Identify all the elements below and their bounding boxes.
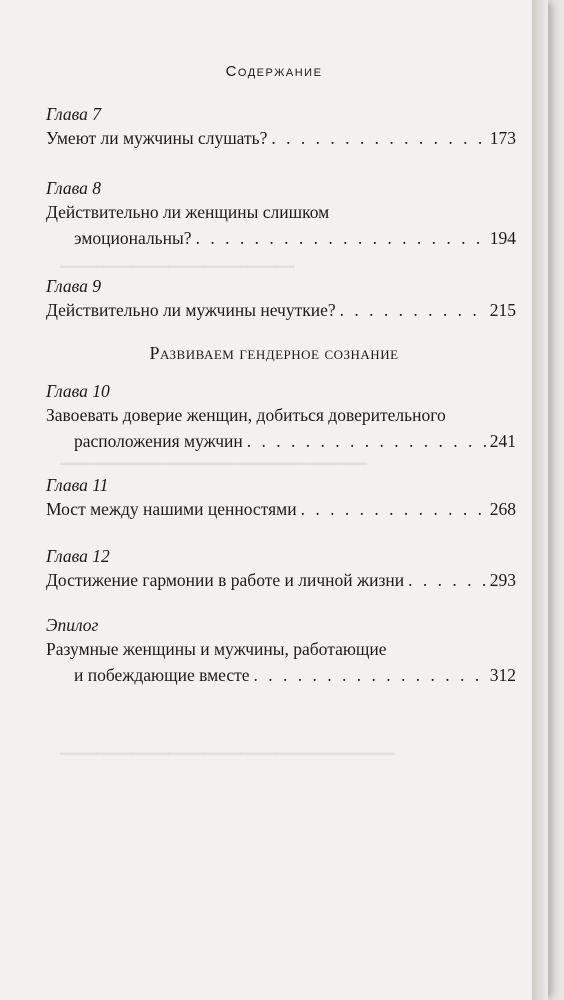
- toc-entry: [46, 380, 516, 454]
- page-number: 173: [489, 128, 516, 148]
- show-through: ━━━━━━━━━━━━━━━━━━━━━━━━━━━━━━━━━━━━━: [60, 747, 395, 763]
- chapter-label: Глава 12: [46, 546, 110, 566]
- page-number: 268: [489, 499, 516, 519]
- entry-title: Действительно ли женщины слишком: [46, 202, 330, 222]
- chapter-label: Глава 8: [46, 178, 101, 198]
- leader-dots: [254, 662, 486, 688]
- page-number: 241: [489, 431, 516, 451]
- show-through: ━━━━━━━━━━━━━━━━━━━━━━━━━━: [60, 260, 295, 276]
- chapter-label: Глава 10: [46, 381, 110, 401]
- section-title: Развиваем гендерное сознание: [149, 343, 399, 363]
- toc-line[interactable]: [46, 428, 516, 454]
- toc-line: [46, 199, 516, 225]
- toc-entry: [46, 545, 516, 593]
- entry-title: Разумные женщины и мужчины, работающие: [46, 639, 387, 659]
- entry-title: Завоевать доверие женщин, добиться доверительного: [46, 405, 446, 425]
- page-number: 293: [489, 570, 516, 590]
- leader-dots: [340, 297, 486, 323]
- page-edge: [532, 0, 548, 1000]
- toc-line[interactable]: [46, 567, 516, 593]
- entry-title: и побеждающие вместе: [74, 665, 250, 685]
- entry-title: эмоциональны?: [74, 228, 192, 248]
- entry-title: Мост между нашими ценностями: [46, 499, 297, 519]
- page-number: 215: [489, 300, 516, 320]
- toc-line[interactable]: [46, 225, 516, 251]
- leader-dots: [247, 428, 486, 454]
- chapter-label: Эпилог: [46, 615, 99, 635]
- toc-line[interactable]: [46, 662, 516, 688]
- toc-entry: [46, 103, 516, 151]
- toc-line: [46, 402, 516, 428]
- toc-line[interactable]: [46, 297, 516, 323]
- page-number: 194: [489, 228, 516, 248]
- toc-entry: [46, 474, 516, 522]
- show-through: ━━━━━━━━━━━━━━━━━━━━━━━━━━━━━━━━━━: [60, 457, 368, 473]
- entry-title: Умеют ли мужчины слушать?: [46, 128, 268, 148]
- toc-line[interactable]: [46, 496, 516, 522]
- leader-dots: [301, 496, 486, 522]
- chapter-label: Глава 11: [46, 475, 109, 495]
- entry-title: расположения мужчин: [74, 431, 243, 451]
- toc-entry: [46, 275, 516, 323]
- toc-heading: Содержание: [225, 63, 323, 80]
- entry-title: Действительно ли мужчины нечуткие?: [46, 300, 336, 320]
- toc-entry: [46, 614, 516, 688]
- chapter-label: Глава 7: [46, 104, 101, 124]
- leader-dots: [196, 225, 486, 251]
- page-number: 312: [489, 665, 516, 685]
- entry-title: Достижение гармонии в работе и личной жизни: [46, 570, 405, 590]
- leader-dots: [271, 125, 485, 151]
- leader-dots: [408, 567, 486, 593]
- chapter-label: Глава 9: [46, 276, 101, 296]
- toc-line: [46, 636, 516, 662]
- toc-entry: [46, 177, 516, 251]
- toc-line[interactable]: [46, 125, 516, 151]
